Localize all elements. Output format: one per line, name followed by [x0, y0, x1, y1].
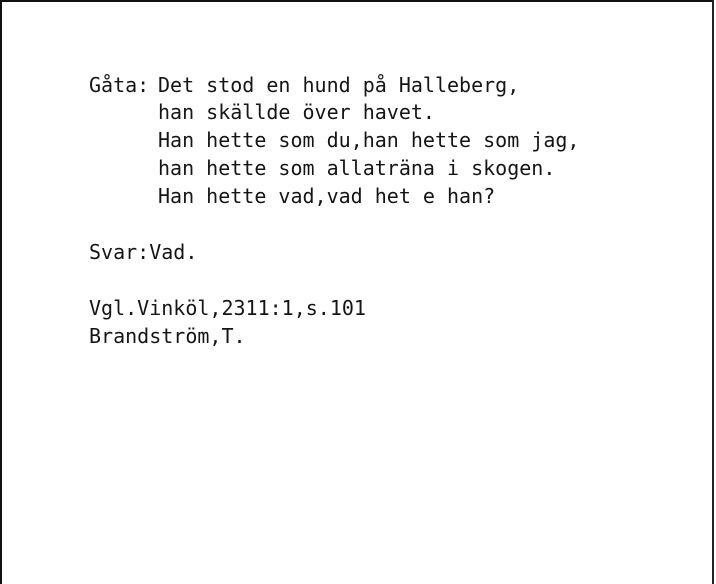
riddle-label: Gåta: [89, 73, 150, 97]
riddle-line-4: han hette som allaträna i skogen. [158, 156, 556, 180]
card-left-edge [0, 0, 2, 584]
card-top-edge [0, 0, 712, 2]
riddle-line-1: Det stod en hund på Halleberg, [158, 73, 520, 97]
riddle-line-3: Han hette som du,han hette som jag, [158, 128, 580, 152]
riddle-line-2: han skällde över havet. [158, 100, 435, 124]
answer-line: Svar:Vad. [89, 240, 198, 264]
riddle-line-5: Han hette vad,vad het e han? [158, 184, 496, 208]
collector-name: Brandström,T. [89, 324, 246, 348]
card-right-edge [712, 0, 714, 584]
source-reference: Vgl.Vinköl,2311:1,s.101 [89, 296, 366, 320]
